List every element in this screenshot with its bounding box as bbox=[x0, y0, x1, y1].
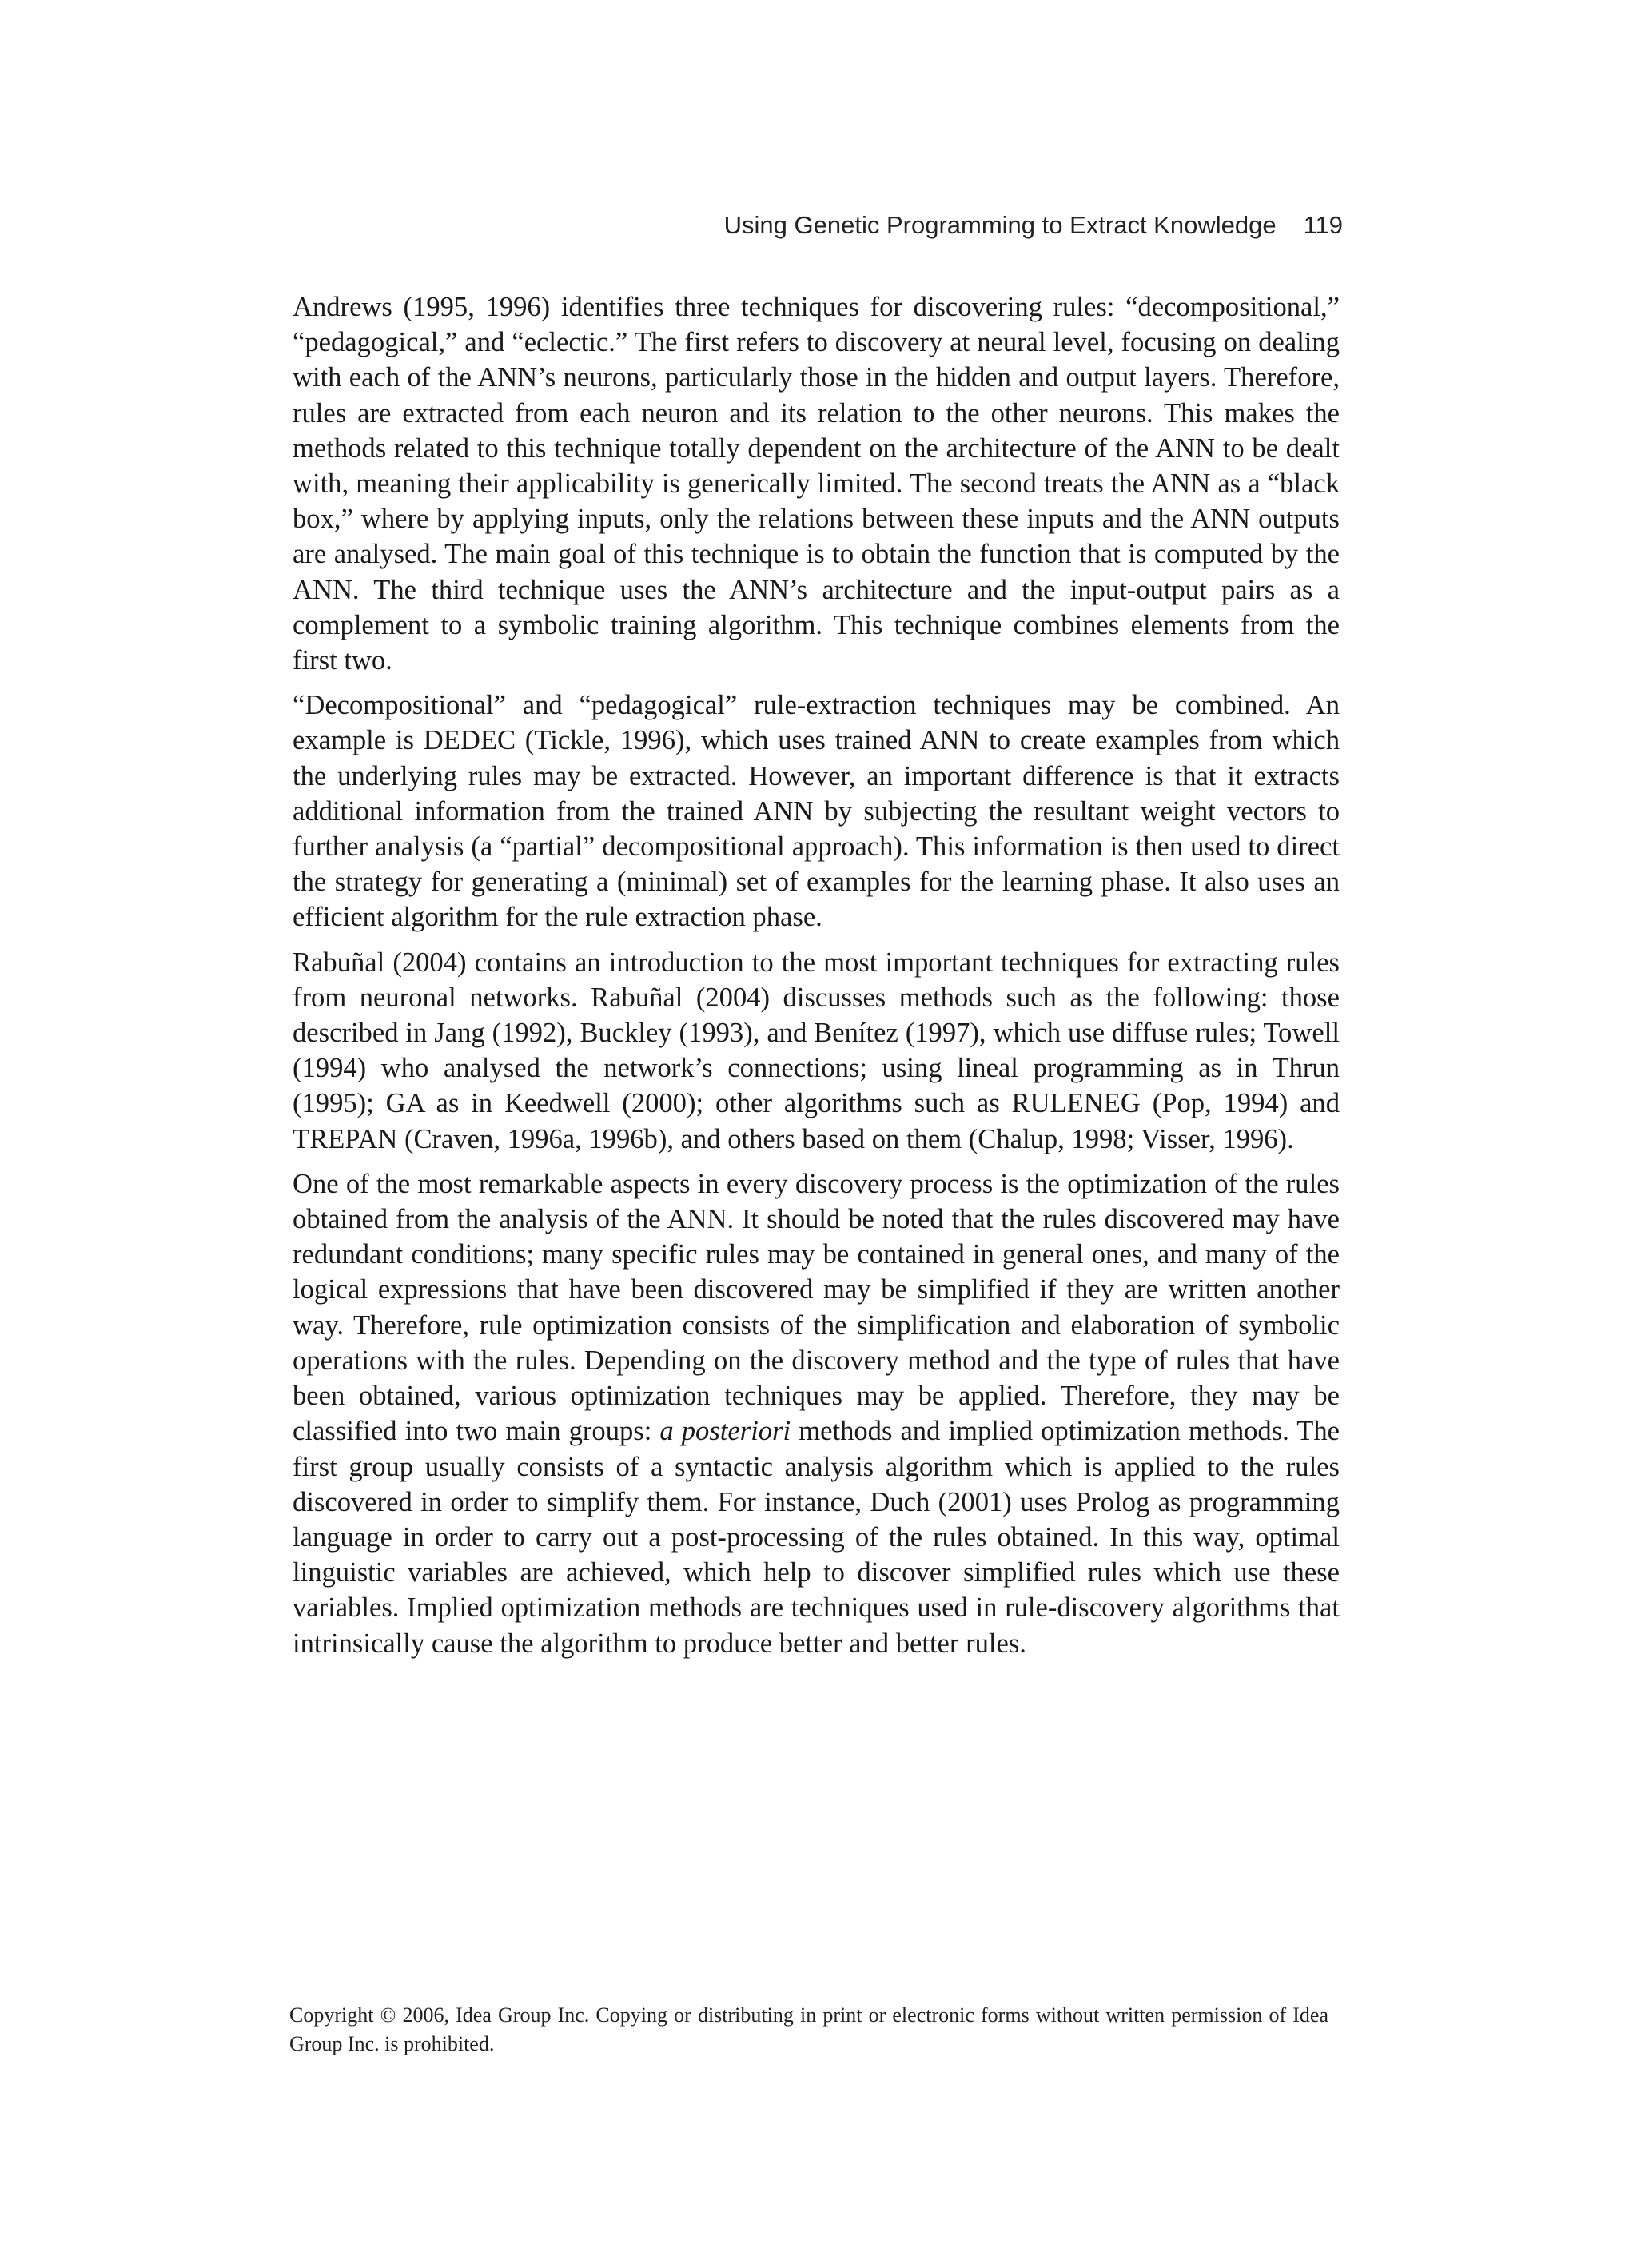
copyright-notice: Copyright © 2006, Idea Group Inc. Copying or distributing in print or electronic forms without written permission of Idea Group Inc. is prohibited. bbox=[289, 2003, 1328, 2055]
body-text bbox=[293, 289, 1340, 1671]
paragraph-4-text-after: methods and implied optimization methods. The first group usually consists of a syntactic analysis algorithm which is applied to the rules discovered in order to simplify them. For instance, Duch (2001) uses Prolog as programming language in order to carry out a post-processing of the rules obtained. In this way, optimal linguistic variables are achieved, which help to discover simplified rules which use these variables. Implied optimization methods are techniques used in rule-discovery algorithms that intrinsically cause the algorithm to produce better and better rules. bbox=[293, 1416, 1340, 1659]
page-number: 119 bbox=[1303, 211, 1343, 239]
paragraph-2: “Decompositional” and “pedagogical” rule-extraction techniques may be combined. An example is DEDEC (Tickle, 1996), which uses trained ANN to create examples from which the underlying rules may be extracted. However, an important difference is that it extracts additional information from the trained ANN by subjecting the resultant weight vectors to further analysis (a “partial” decompositional approach). This information is then used to direct the strategy for generating a (minimal) set of examples for the learning phase. It also uses an efficient algorithm for the rule extraction phase. bbox=[293, 690, 1340, 933]
running-title: Using Genetic Programming to Extract Knowledge bbox=[723, 211, 1277, 239]
paragraph-3: Rabuñal (2004) contains an introduction to the most important techniques for extracting rules from neuronal networks. Rabuñal (2004) discusses methods such as the following: those described in Jang (1992), Buckley (1993), and Benítez (1997), which use diffuse rules; Towell (1994) who analysed the network’s connections; using lineal programming as in Thrun (1995); GA as in Keedwell (2000); other algorithms such as RULENEG (Pop, 1994) and TREPAN (Craven, 1996a, 1996b), and others based on them (Chalup, 1998; Visser, 1996). bbox=[293, 947, 1340, 1154]
running-header bbox=[288, 209, 1343, 241]
paragraph-1: Andrews (1995, 1996) identifies three techniques for discovering rules: “decompositional,” “pedagogical,” and “eclectic.” The first refers to discovery at neural level, focusing on dealing with each of the ANN’s neurons, particularly those in the hidden and output layers. Therefore, rules are extracted from each neuron and its relation to the other neurons. This makes the methods related to this technique totally dependent on the architecture of the ANN to be dealt with, meaning their applicability is generically limited. The second treats the ANN as a “black box,” where by applying inputs, only the relations between these inputs and the ANN outputs are analysed. The main goal of this technique is to obtain the function that is computed by the ANN. The third technique uses the ANN’s architecture and the input-output pairs as a complement to a symbolic training algorithm. This technique combines elements from the first two. bbox=[293, 292, 1340, 676]
paragraph-4 bbox=[293, 1166, 1340, 1661]
paragraph-4-italic-term: a posteriori bbox=[659, 1416, 791, 1447]
paragraph-4-text-before: One of the most remarkable aspects in every discovery process is the optimization of the rules obtained from the analysis of the ANN. It should be noted that the rules discovered may have redundant conditions; many specific rules may be contained in general ones, and many of the logical expressions that have been discovered may be simplified if they are written another way. Therefore, rule optimization consists of the simplification and elaboration of symbolic operations with the rules. Depending on the discovery method and the type of rules that have been obtained, various optimization techniques may be applied. Therefore, they may be classified into two main groups: bbox=[293, 1168, 1340, 1447]
